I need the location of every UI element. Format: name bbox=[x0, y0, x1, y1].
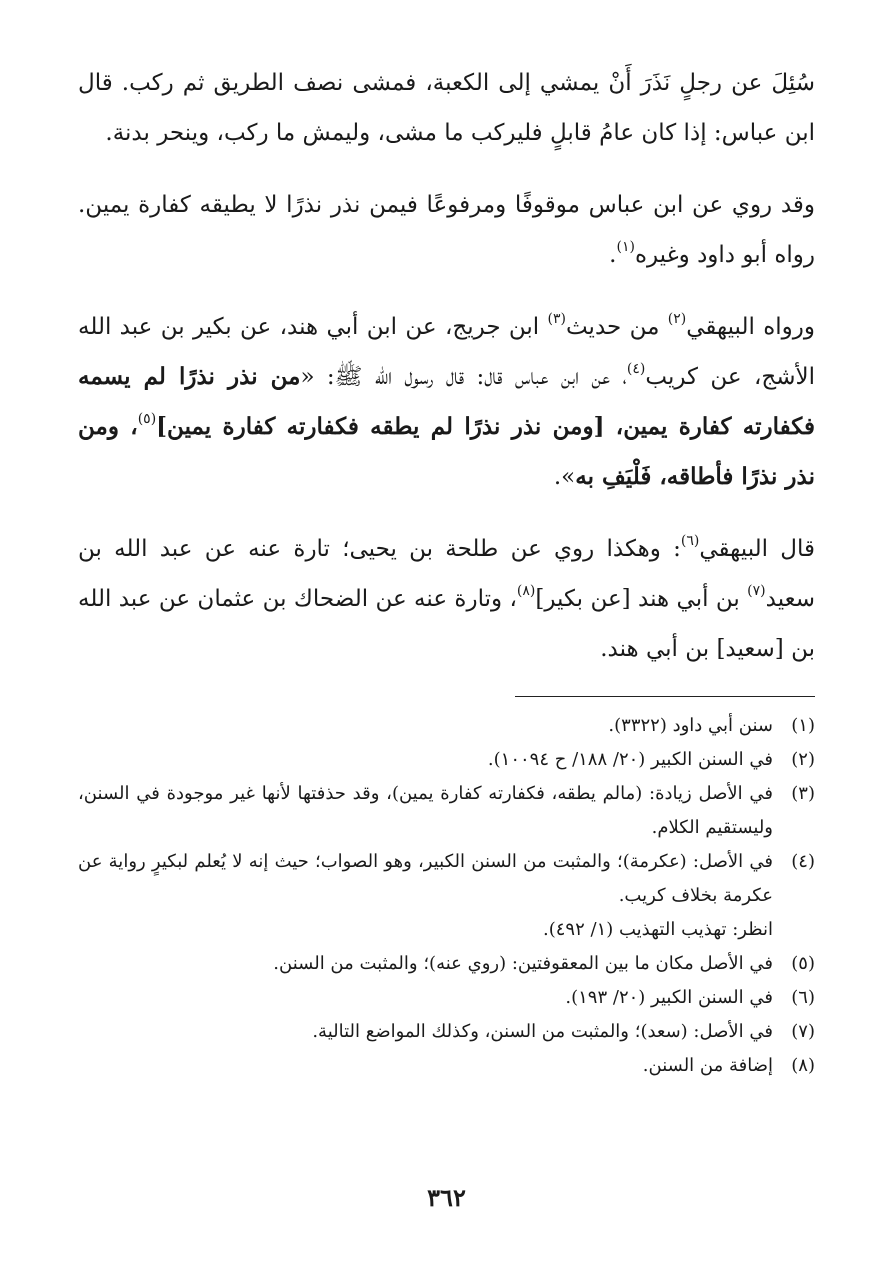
paragraph-text: ورواه البيهقي bbox=[686, 314, 815, 340]
paragraph-text: ، عن ابن عباس قال: قال رسول الله ﷺ: « bbox=[300, 364, 627, 390]
footnote-text: في الأصل مكان ما بين المعقوفتين: (روي عنه)؛ والمثبت من السنن. bbox=[273, 953, 773, 974]
footnote-number: (٢) bbox=[791, 749, 815, 770]
paragraph-text: من حديث bbox=[565, 314, 668, 340]
footnote-1 bbox=[78, 709, 815, 743]
footnote-text: في السنن الكبير (٢٠/ ١٨٨/ ح ١٠٠٩٤). bbox=[487, 749, 773, 770]
paragraph-text: سُئِلَ عن رجلٍ نَذَرَ أَنْ يمشي إلى الكعبة، فمشى نصف الطريق ثم ركب. قال ابن عباس: إذا كان عامُ قابلٍ فليركب ما مشى، وليمش ما ركب، وينحر بدنة. bbox=[78, 70, 815, 146]
paragraph-text: بن أبي هند [عن بكير] bbox=[535, 586, 748, 612]
footnote-ref-8: (٨) bbox=[516, 583, 536, 599]
footnote-number: (٤) bbox=[791, 851, 815, 872]
footnote-number: (٨) bbox=[791, 1055, 815, 1076]
footnote-text: في الأصل: (عكرمة)؛ والمثبت من السنن الكبير، وهو الصواب؛ حيث إنه لا يُعلم لبكيرٍ رواية عن عكرمة بخلاف كريب. bbox=[78, 851, 773, 906]
footnote-text: إضافة من السنن. bbox=[642, 1055, 773, 1076]
footnote-4 bbox=[78, 845, 815, 947]
footnote-ref-7: (٧) bbox=[747, 583, 766, 599]
footnote-ref-1: (١) bbox=[616, 239, 635, 255]
page bbox=[78, 58, 815, 1083]
footnotes bbox=[78, 709, 815, 1083]
page-number: ٣٦٢ bbox=[427, 1183, 466, 1212]
paragraph-text: ، وتارة عنه عن الضحاك بن عثمان عن عبد الله بن [سعيد] بن أبي هند. bbox=[78, 586, 815, 662]
footnote-5 bbox=[78, 947, 815, 981]
footnote-continuation: انظر: تهذيب التهذيب (١/ ٤٩٢). bbox=[543, 919, 773, 940]
footnote-2 bbox=[78, 743, 815, 777]
hadith-text: ، ومن نذر نذرًا فأطاقه، فَلْيَفِ به bbox=[78, 413, 815, 490]
footnote-ref-6: (٦) bbox=[680, 533, 700, 549]
footnote-ref-4: (٤) bbox=[626, 361, 646, 377]
paragraph-text: ابن جريج، عن ابن أبي هند، عن بكير بن عبد الله الأشج، عن كريب bbox=[78, 314, 815, 390]
paragraph-2 bbox=[78, 180, 815, 280]
hadith-text: من نذر نذرًا لم يسمه فكفارته كفارة يمين، [ومن نذر نذرًا لم يطقه فكفارته كفارة يمين] bbox=[78, 363, 815, 440]
footnote-ref-3: (٣) bbox=[547, 311, 566, 327]
paragraph-text: . bbox=[609, 242, 617, 268]
footnote-text: في الأصل زيادة: (مالم يطقه، فكفارته كفارة يمين)، وقد حذفتها لأنها غير موجودة في السنن، وليستقيم الكلام. bbox=[78, 783, 773, 838]
footnote-number: (٦) bbox=[791, 987, 815, 1008]
footnote-text-block bbox=[78, 845, 773, 947]
footnote-text: في الأصل: (سعد)؛ والمثبت من السنن، وكذلك المواضع التالية. bbox=[312, 1021, 773, 1042]
paragraph-text: ». bbox=[553, 464, 576, 490]
paragraph-4 bbox=[78, 524, 815, 674]
footnote-6 bbox=[78, 981, 815, 1015]
footnote-8 bbox=[78, 1049, 815, 1083]
footnote-7 bbox=[78, 1015, 815, 1049]
main-text bbox=[78, 58, 815, 674]
paragraph-text: : وهكذا روي عن طلحة بن يحيى؛ تارة عنه عن عبد الله بن سعيد bbox=[78, 536, 816, 612]
footnote-number: (١) bbox=[791, 715, 815, 736]
footnote-ref-2: (٢) bbox=[667, 311, 687, 327]
footnote-number: (٣) bbox=[791, 783, 815, 804]
footnote-ref-5: (٥) bbox=[137, 411, 157, 427]
footnote-number: (٥) bbox=[791, 953, 815, 974]
footnote-text: سنن أبي داود (٣٣٢٢). bbox=[608, 715, 773, 736]
footnote-number: (٧) bbox=[791, 1021, 815, 1042]
paragraph-text: قال البيهقي bbox=[699, 536, 815, 562]
footnote-separator bbox=[515, 696, 815, 697]
paragraph-text: وقد روي عن ابن عباس موقوفًا ومرفوعًا فيمن نذر نذرًا لا يطيقه كفارة يمين. رواه أبو داود وغيره bbox=[78, 192, 815, 268]
paragraph-3 bbox=[78, 302, 815, 502]
footnote-3 bbox=[78, 777, 815, 845]
paragraph-1 bbox=[78, 58, 815, 158]
footnote-text: في السنن الكبير (٢٠/ ١٩٣). bbox=[565, 987, 773, 1008]
